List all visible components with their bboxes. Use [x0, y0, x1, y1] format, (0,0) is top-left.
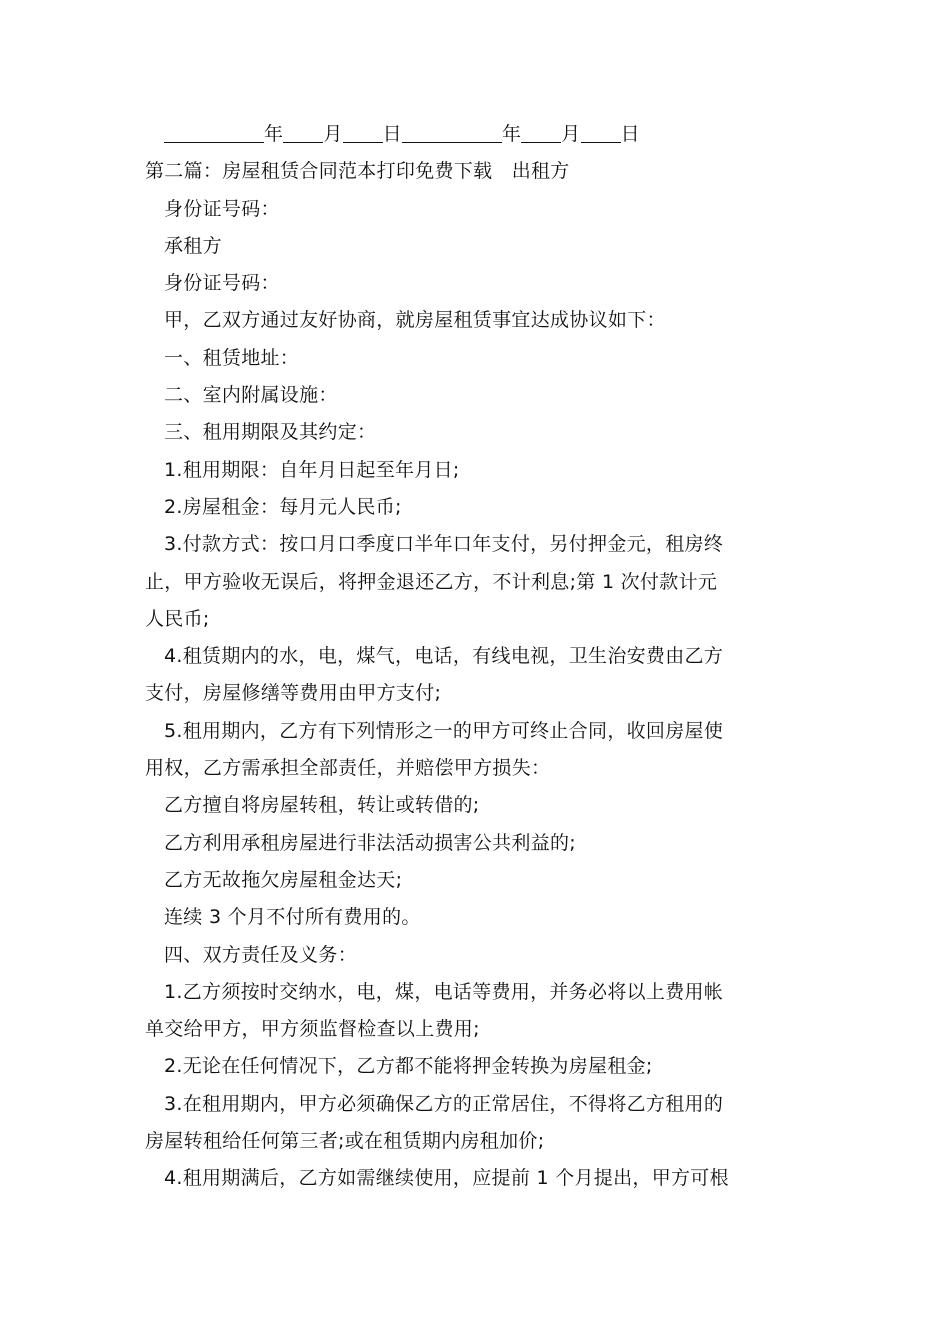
- paragraph-line: 房屋转租给任何第三者;或在租赁期内房租加价;: [145, 1130, 545, 1153]
- paragraph-line: 5.租用期内，乙方有下列情形之一的甲方可终止合同，收回房屋使: [164, 719, 724, 742]
- paragraph-line: 乙方擅自将房屋转租，转让或转借的;: [164, 794, 480, 817]
- blank-underline: [581, 120, 621, 143]
- blank-underline: [521, 120, 561, 143]
- paragraph-line: 身份证号码：: [164, 197, 280, 220]
- paragraph-line: 二、室内附属设施：: [164, 384, 338, 407]
- paragraph-line: 3.付款方式：按口月口季度口半年口年支付，另付押金元，租房终: [164, 533, 724, 556]
- paragraph-line: 4.租赁期内的水，电，煤气，电话，有线电视，卫生治安费由乙方: [164, 645, 724, 668]
- paragraph-line: 2.房屋租金：每月元人民币;: [164, 495, 402, 518]
- paragraph-line: 2.无论在任何情况下，乙方都不能将押金转换为房屋租金;: [164, 1055, 653, 1078]
- paragraph-line: 三、租用期限及其约定：: [164, 421, 377, 444]
- paragraph-line: 止，甲方验收无误后，将押金退还乙方，不计利息;第 1 次付款计元: [145, 570, 718, 593]
- paragraph-line: 第二篇：房屋租赁合同范本打印免费下载 出租方: [145, 160, 570, 183]
- paragraph-line: 四、双方责任及义务：: [164, 943, 358, 966]
- month-label: 月: [323, 123, 343, 145]
- paragraph-line: 3.在租用期内，甲方必须确保乙方的正常居住，不得将乙方租用的: [164, 1092, 724, 1115]
- day-label: 日: [382, 123, 402, 145]
- paragraph-line: 1.乙方须按时交纳水，电，煤，电话等费用，并务必将以上费用帐: [164, 980, 724, 1003]
- year-label: 年: [264, 123, 284, 145]
- year-label: 年: [501, 123, 522, 145]
- paragraph-line: 单交给甲方，甲方须监督检查以上费用;: [145, 1018, 480, 1041]
- paragraph-line: 承租方: [164, 234, 222, 257]
- blank-underline: [283, 120, 323, 143]
- paragraph-line: 甲，乙双方通过友好协商，就房屋租赁事宜达成协议如下：: [164, 309, 666, 332]
- paragraph-line: 乙方无故拖欠房屋租金达天;: [164, 868, 403, 891]
- paragraph-line: 4.租用期满后，乙方如需继续使用，应提前 1 个月提出，甲方可根: [164, 1167, 729, 1190]
- month-label: 月: [561, 123, 581, 145]
- contract-text: [145, 153, 810, 1197]
- day-label: 日: [620, 123, 640, 145]
- blank-underline: [164, 120, 264, 143]
- paragraph-line: 人民币;: [145, 607, 210, 630]
- paragraph-line: 用权，乙方需承担全部责任，并赔偿甲方损失：: [145, 757, 551, 780]
- paragraph-line: 支付，房屋修缮等费用由甲方支付;: [145, 682, 442, 705]
- blank-underline: [343, 120, 383, 143]
- paragraph-line: 身份证号码：: [164, 272, 280, 295]
- paragraph-line: 乙方利用承租房屋进行非法活动损害公共利益的;: [164, 831, 577, 854]
- paragraph-line: 连续 3 个月不付所有费用的。: [164, 906, 421, 929]
- paragraph-line: 1.租用期限：自年月日起至年月日;: [164, 458, 460, 481]
- blank-underline: [402, 120, 502, 143]
- paragraph-line: 一、租赁地址：: [164, 346, 300, 369]
- contract-body: [145, 116, 810, 1198]
- signature-date-line: [145, 116, 810, 153]
